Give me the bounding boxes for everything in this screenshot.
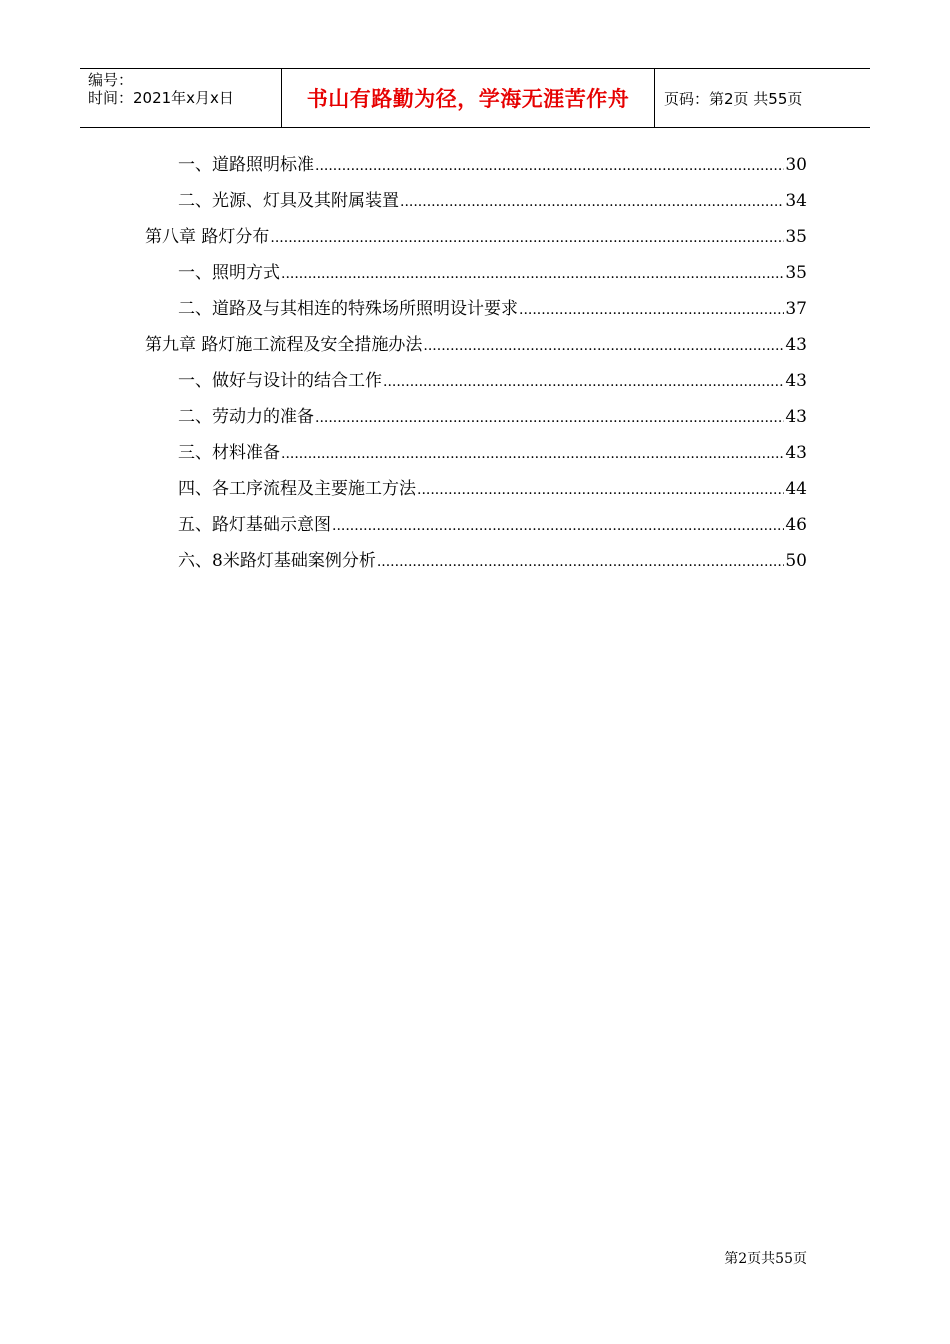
toc-entry-title: 第八章 路灯分布 [145, 227, 270, 247]
toc-entry-page: 35 [785, 227, 807, 247]
toc-entry-page: 37 [785, 299, 807, 319]
toc-leader-dots [281, 441, 784, 466]
toc-chapter-entry[interactable] [145, 332, 807, 358]
toc-entry[interactable] [178, 152, 807, 178]
toc-entry-title: 一、照明方式 [178, 263, 280, 283]
toc-entry[interactable] [178, 476, 807, 502]
toc-entry-title: 四、各工序流程及主要施工方法 [178, 479, 416, 499]
toc-leader-dots [423, 333, 784, 358]
toc-leader-dots [270, 225, 784, 250]
header-page-label: 页码：第2页 共55页 [664, 89, 803, 108]
toc-leader-dots [281, 261, 784, 286]
page-footer: 第2页共55页 [724, 1251, 807, 1267]
toc-entry[interactable] [178, 548, 807, 574]
toc-entry-title: 二、劳动力的准备 [178, 407, 314, 427]
toc-leader-dots [315, 153, 784, 178]
toc-entry-page: 43 [785, 407, 807, 427]
page-header [80, 68, 870, 128]
toc-entry-page: 43 [785, 443, 807, 463]
toc-entry-title: 一、道路照明标准 [178, 155, 314, 175]
toc-chapter-entry[interactable] [145, 224, 807, 250]
toc-entry-title: 二、道路及与其相连的特殊场所照明设计要求 [178, 299, 518, 319]
toc-entry-title: 五、路灯基础示意图 [178, 515, 331, 535]
toc-entry-page: 30 [785, 155, 807, 175]
toc-entry-page: 50 [785, 551, 807, 571]
toc-entry-page: 46 [785, 515, 807, 535]
toc-entry-title: 二、光源、灯具及其附属装置 [178, 191, 399, 211]
toc-leader-dots [400, 189, 784, 214]
toc-entry[interactable] [178, 260, 807, 286]
toc-entry-page: 35 [785, 263, 807, 283]
toc-leader-dots [315, 405, 784, 430]
toc-leader-dots [519, 297, 784, 322]
toc-entry-page: 43 [785, 371, 807, 391]
toc-entry-page: 34 [785, 191, 807, 211]
toc-entry-title: 三、材料准备 [178, 443, 280, 463]
toc-entry[interactable] [178, 296, 807, 322]
header-meta [80, 69, 282, 127]
document-number-label: 编号： [88, 71, 134, 89]
toc-leader-dots [377, 549, 785, 574]
toc-entry-title: 六、8米路灯基础案例分析 [178, 551, 376, 571]
toc-leader-dots [383, 369, 784, 394]
toc-entry[interactable] [178, 368, 807, 394]
toc-leader-dots [417, 477, 784, 502]
header-motto: 书山有路勤为径，学海无涯苦作舟 [282, 69, 655, 127]
toc-entry[interactable] [178, 188, 807, 214]
toc-entry[interactable] [178, 512, 807, 538]
toc-entry-page: 43 [785, 335, 807, 355]
toc-entry-title: 一、做好与设计的结合工作 [178, 371, 382, 391]
toc-entry-page: 44 [785, 479, 807, 499]
toc-entry-title: 第九章 路灯施工流程及安全措施办法 [145, 335, 423, 355]
toc-entry[interactable] [178, 440, 807, 466]
toc-leader-dots [332, 513, 784, 538]
toc-entry[interactable] [178, 404, 807, 430]
document-time-label: 时间：2021年x月x日 [88, 89, 234, 107]
